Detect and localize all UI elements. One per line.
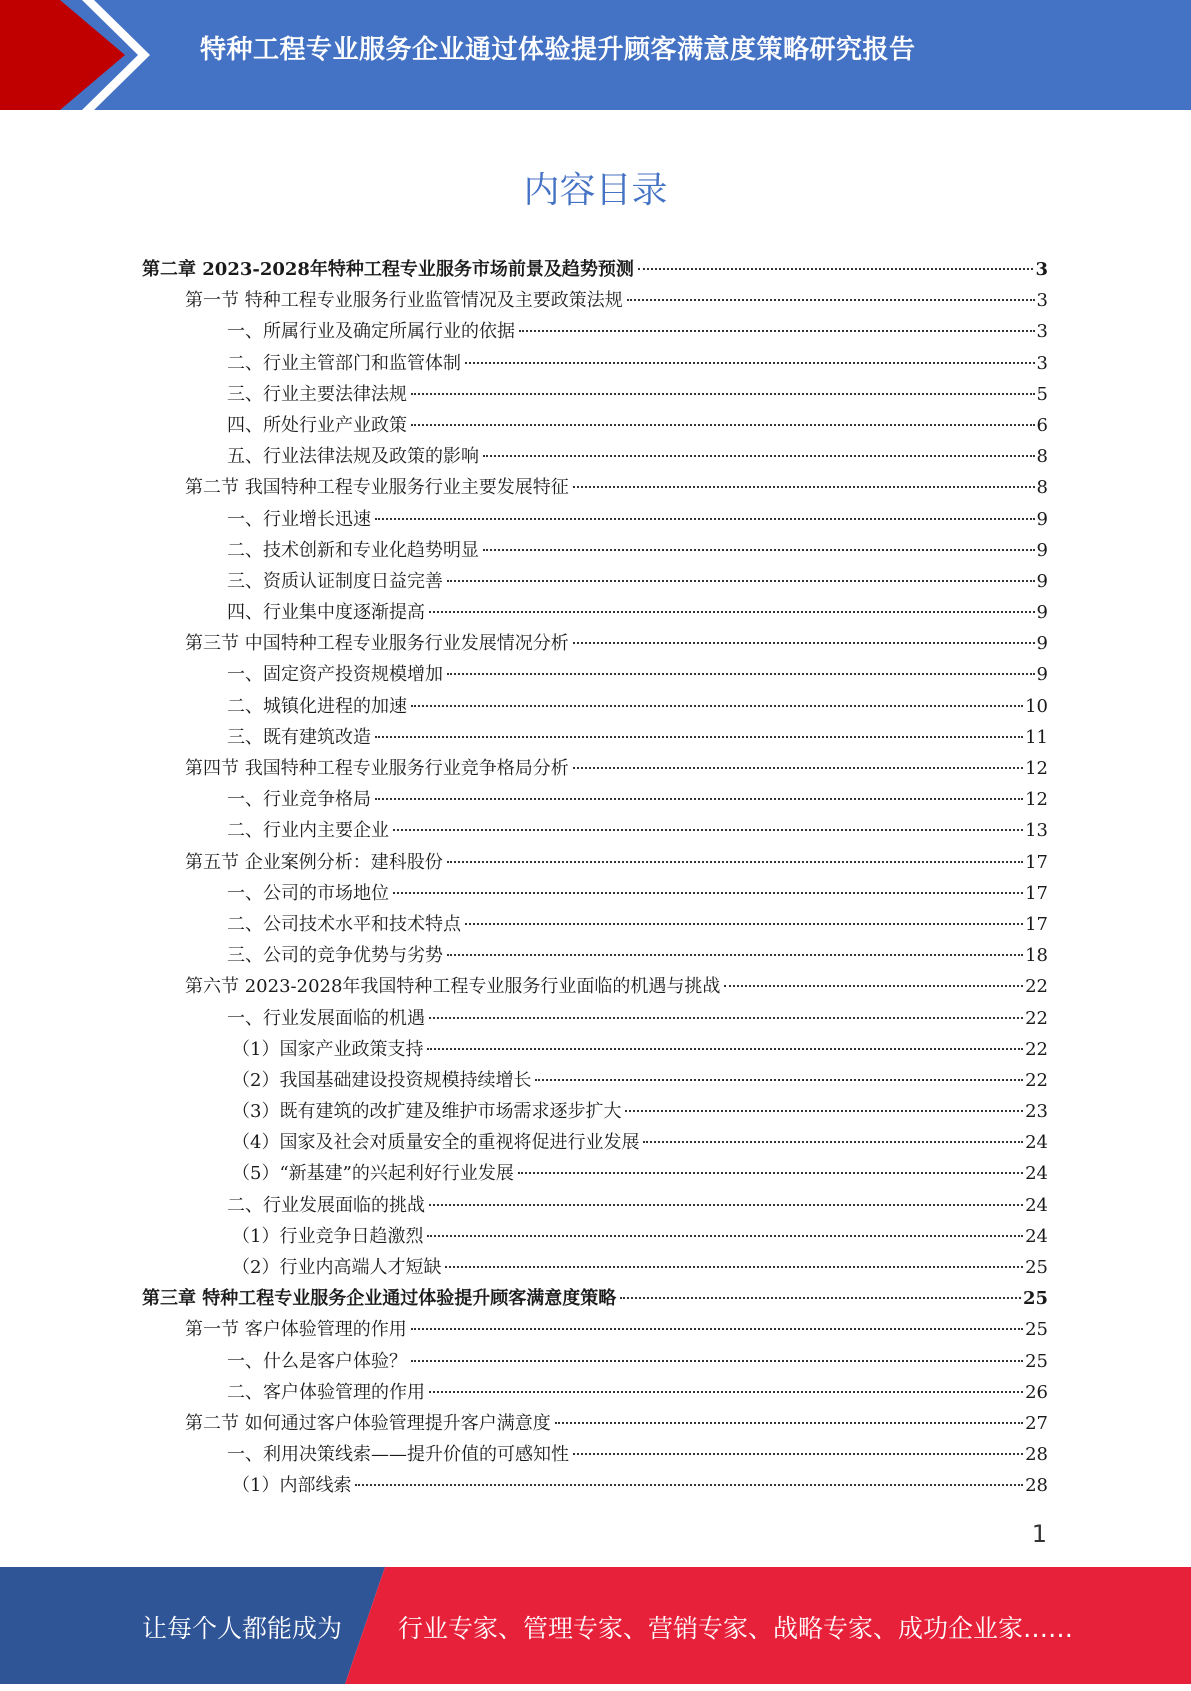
toc-leader-dots [411, 1360, 1023, 1362]
toc-leader-dots [411, 1328, 1023, 1330]
toc-entry-text: 一、什么是客户体验？ [227, 1350, 407, 1372]
toc-leader-dots [555, 1422, 1023, 1424]
toc-heading: 内容目录 [523, 170, 668, 211]
toc-entry[interactable] [142, 504, 1048, 535]
toc-entry-text: 四、所处行业产业政策 [227, 414, 407, 436]
toc-leader-dots [518, 1172, 1023, 1174]
toc-page-number: 17 [1025, 882, 1048, 904]
table-of-contents [142, 254, 1048, 1502]
toc-entry[interactable] [142, 1065, 1048, 1096]
toc-leader-dots [429, 1204, 1023, 1206]
toc-page-number: 17 [1025, 851, 1048, 873]
toc-entry-text: （3）既有建筑的改扩建及维护市场需求逐步扩大 [232, 1101, 622, 1123]
toc-entry[interactable] [142, 847, 1048, 878]
toc-page-number: 3 [1036, 321, 1048, 343]
footer-banner [0, 1567, 1191, 1684]
toc-leader-dots [483, 455, 1035, 457]
toc-page-number: 9 [1036, 602, 1048, 624]
toc-entry[interactable] [142, 1439, 1048, 1470]
toc-page-number: 24 [1025, 1132, 1048, 1154]
toc-leader-dots [427, 1235, 1023, 1237]
toc-leader-dots [393, 829, 1023, 831]
footer-slogan-left: 让每个人都能成为 [142, 1614, 343, 1643]
toc-leader-dots [411, 424, 1035, 426]
toc-page-number: 9 [1036, 508, 1048, 530]
toc-leader-dots [447, 580, 1035, 582]
toc-leader-dots [724, 985, 1023, 987]
toc-entry[interactable] [142, 285, 1048, 316]
toc-entry[interactable] [142, 1283, 1048, 1314]
toc-entry[interactable] [142, 815, 1048, 846]
toc-page-number: 25 [1025, 1319, 1048, 1341]
toc-entry-text: （1）内部线索 [232, 1475, 352, 1497]
toc-page-number: 23 [1025, 1101, 1048, 1123]
toc-entry-text: 三、公司的竞争优势与劣势 [227, 945, 443, 967]
toc-page-number: 24 [1025, 1163, 1048, 1185]
toc-leader-dots [447, 954, 1023, 956]
toc-page-number: 13 [1025, 820, 1048, 842]
toc-entry-text: （4）国家及社会对质量安全的重视将促进行业发展 [232, 1132, 640, 1154]
toc-page-number: 3 [1036, 290, 1048, 312]
page-number: 1 [1031, 1520, 1047, 1548]
toc-leader-dots [375, 798, 1023, 800]
toc-entry[interactable] [142, 1252, 1048, 1283]
toc-entry[interactable] [142, 878, 1048, 909]
toc-entry[interactable] [142, 379, 1048, 410]
toc-page-number: 9 [1036, 539, 1048, 561]
toc-entry-text: 一、固定资产投资规模增加 [227, 664, 443, 686]
toc-entry[interactable] [142, 254, 1048, 285]
toc-page-number: 26 [1025, 1381, 1048, 1403]
toc-leader-dots [447, 673, 1035, 675]
toc-entry-text: 一、利用决策线索——提升价值的可感知性 [227, 1444, 569, 1466]
toc-page-number: 25 [1025, 1257, 1048, 1278]
toc-leader-dots [573, 486, 1035, 488]
toc-entry[interactable] [142, 1314, 1048, 1345]
toc-entry[interactable] [142, 628, 1048, 659]
toc-page-number: 22 [1025, 1007, 1048, 1029]
toc-page-number: 18 [1025, 945, 1048, 967]
toc-leader-dots [627, 299, 1035, 301]
toc-entry-text: 一、公司的市场地位 [227, 882, 389, 904]
toc-entry-text: （1）国家产业政策支持 [232, 1038, 424, 1060]
toc-page-number: 22 [1025, 1069, 1048, 1091]
toc-page-number: 12 [1025, 758, 1048, 779]
toc-leader-dots [638, 268, 1034, 270]
toc-entry-text: 三、既有建筑改造 [227, 726, 371, 748]
toc-leader-dots [355, 1484, 1023, 1486]
toc-leader-dots [573, 767, 1023, 769]
toc-page-number: 17 [1025, 913, 1048, 935]
toc-entry-text: 一、行业增长迅速 [227, 508, 371, 530]
toc-leader-dots [411, 393, 1035, 395]
toc-page-number: 3 [1036, 352, 1048, 374]
toc-entry-text: 二、技术创新和专业化趋势明显 [227, 539, 479, 561]
toc-page-number: 24 [1025, 1194, 1048, 1216]
toc-leader-dots [429, 1017, 1023, 1019]
report-title: 特种工程专业服务企业通过体验提升顾客满意度策略研究报告 [200, 35, 916, 65]
toc-entry-text: 第一节 特种工程专业服务行业监管情况及主要政策法规 [185, 290, 623, 312]
toc-entry[interactable] [142, 441, 1048, 472]
toc-page-number: 22 [1025, 976, 1048, 998]
toc-entry-text: 二、公司技术水平和技术特点 [227, 913, 461, 935]
toc-page-number: 8 [1036, 446, 1048, 468]
toc-entry-text: 第六节 2023-2028年我国特种工程专业服务行业面临的机遇与挑战 [185, 976, 721, 998]
toc-entry-text: （2）行业内高端人才短缺 [232, 1257, 442, 1278]
toc-entry-text: 第三节 中国特种工程专业服务行业发展情况分析 [185, 633, 569, 655]
toc-leader-dots [427, 1048, 1023, 1050]
toc-entry[interactable] [142, 1408, 1048, 1439]
toc-leader-dots [573, 642, 1035, 644]
toc-entry[interactable] [142, 1221, 1048, 1252]
toc-page-number: 28 [1025, 1475, 1048, 1497]
toc-page-number: 27 [1025, 1412, 1048, 1434]
toc-entry-text: （5）“新基建”的兴起利好行业发展 [232, 1163, 514, 1185]
toc-entry-text: （2）我国基础建设投资规模持续增长 [232, 1069, 532, 1091]
toc-page-number: 9 [1036, 664, 1048, 686]
toc-leader-dots [620, 1297, 1021, 1299]
toc-leader-dots [429, 611, 1035, 613]
toc-entry-text: 四、行业集中度逐渐提高 [227, 602, 425, 624]
toc-entry-text: 一、所属行业及确定所属行业的依据 [227, 321, 515, 343]
toc-leader-dots [429, 1391, 1023, 1393]
toc-leader-dots [465, 923, 1023, 925]
toc-entry[interactable] [142, 1127, 1048, 1158]
toc-entry[interactable] [142, 753, 1048, 784]
toc-entry[interactable] [142, 659, 1048, 690]
toc-entry[interactable] [142, 1158, 1048, 1189]
toc-entry[interactable] [142, 971, 1048, 1002]
toc-entry-text: 二、客户体验管理的作用 [227, 1381, 425, 1403]
header-banner [0, 0, 1191, 110]
toc-page-number: 6 [1036, 414, 1048, 436]
toc-entry-text: 一、行业竞争格局 [227, 789, 371, 811]
toc-page-number: 5 [1036, 383, 1048, 405]
toc-entry-text: （1）行业竞争日趋激烈 [232, 1225, 424, 1247]
toc-leader-dots [643, 1141, 1023, 1143]
toc-entry-text: 三、资质认证制度日益完善 [227, 570, 443, 592]
toc-entry[interactable] [142, 784, 1048, 815]
toc-entry[interactable] [142, 597, 1048, 628]
toc-page-number: 3 [1035, 259, 1048, 280]
toc-entry[interactable] [142, 722, 1048, 753]
toc-entry-text: 第四节 我国特种工程专业服务行业竞争格局分析 [185, 758, 569, 779]
toc-page-number: 8 [1036, 477, 1048, 499]
toc-page-number: 28 [1025, 1444, 1048, 1466]
toc-entry[interactable] [142, 940, 1048, 971]
toc-leader-dots [447, 861, 1023, 863]
toc-page-number: 25 [1025, 1350, 1048, 1372]
toc-page-number: 12 [1025, 789, 1048, 811]
toc-entry[interactable] [142, 1470, 1048, 1501]
toc-entry-text: 第一节 客户体验管理的作用 [185, 1319, 407, 1341]
toc-leader-dots [411, 705, 1023, 707]
toc-entry[interactable] [142, 348, 1048, 379]
toc-leader-dots [375, 518, 1035, 520]
toc-entry[interactable] [142, 410, 1048, 441]
toc-page-number: 22 [1025, 1038, 1048, 1060]
toc-entry[interactable] [142, 535, 1048, 566]
toc-leader-dots [393, 892, 1023, 894]
toc-leader-dots [573, 1453, 1023, 1455]
toc-entry-text: 第二节 如何通过客户体验管理提升客户满意度 [185, 1412, 551, 1434]
toc-page-number: 9 [1036, 633, 1048, 655]
toc-entry-text: 第二节 我国特种工程专业服务行业主要发展特征 [185, 477, 569, 499]
toc-page-number: 10 [1025, 695, 1048, 717]
toc-entry-text: 五、行业法律法规及政策的影响 [227, 446, 479, 468]
toc-entry-text: 二、行业发展面临的挑战 [227, 1194, 425, 1216]
toc-leader-dots [625, 1110, 1023, 1112]
toc-leader-dots [445, 1266, 1023, 1268]
footer-slogan-right: 行业专家、管理专家、营销专家、战略专家、成功企业家…… [398, 1614, 1074, 1643]
toc-leader-dots [483, 549, 1035, 551]
toc-leader-dots [519, 330, 1035, 332]
toc-entry-text: 一、行业发展面临的机遇 [227, 1007, 425, 1029]
toc-page-number: 24 [1025, 1225, 1048, 1247]
toc-leader-dots [465, 362, 1035, 364]
toc-entry-text: 三、行业主要法律法规 [227, 383, 407, 405]
toc-entry[interactable] [142, 1377, 1048, 1408]
toc-entry-text: 第二章 2023-2028年特种工程专业服务市场前景及趋势预测 [142, 259, 634, 280]
toc-entry[interactable] [142, 1034, 1048, 1065]
toc-entry-text: 二、城镇化进程的加速 [227, 695, 407, 717]
toc-page-number: 25 [1022, 1288, 1048, 1310]
toc-entry[interactable] [142, 1096, 1048, 1127]
toc-entry[interactable] [142, 1190, 1048, 1221]
toc-entry[interactable] [142, 691, 1048, 722]
toc-entry[interactable] [142, 316, 1048, 347]
toc-entry[interactable] [142, 566, 1048, 597]
toc-leader-dots [375, 736, 1023, 738]
toc-page-number: 9 [1036, 570, 1048, 592]
toc-entry[interactable] [142, 1003, 1048, 1034]
toc-entry-text: 二、行业内主要企业 [227, 820, 389, 842]
toc-entry-text: 第五节 企业案例分析：建科股份 [185, 851, 443, 873]
toc-page-number: 11 [1025, 726, 1048, 748]
toc-entry[interactable] [142, 472, 1048, 503]
toc-leader-dots [535, 1079, 1023, 1081]
toc-entry[interactable] [142, 909, 1048, 940]
toc-entry-text: 第三章 特种工程专业服务企业通过体验提升顾客满意度策略 [142, 1288, 617, 1310]
toc-entry-text: 二、行业主管部门和监管体制 [227, 352, 461, 374]
toc-entry[interactable] [142, 1346, 1048, 1377]
